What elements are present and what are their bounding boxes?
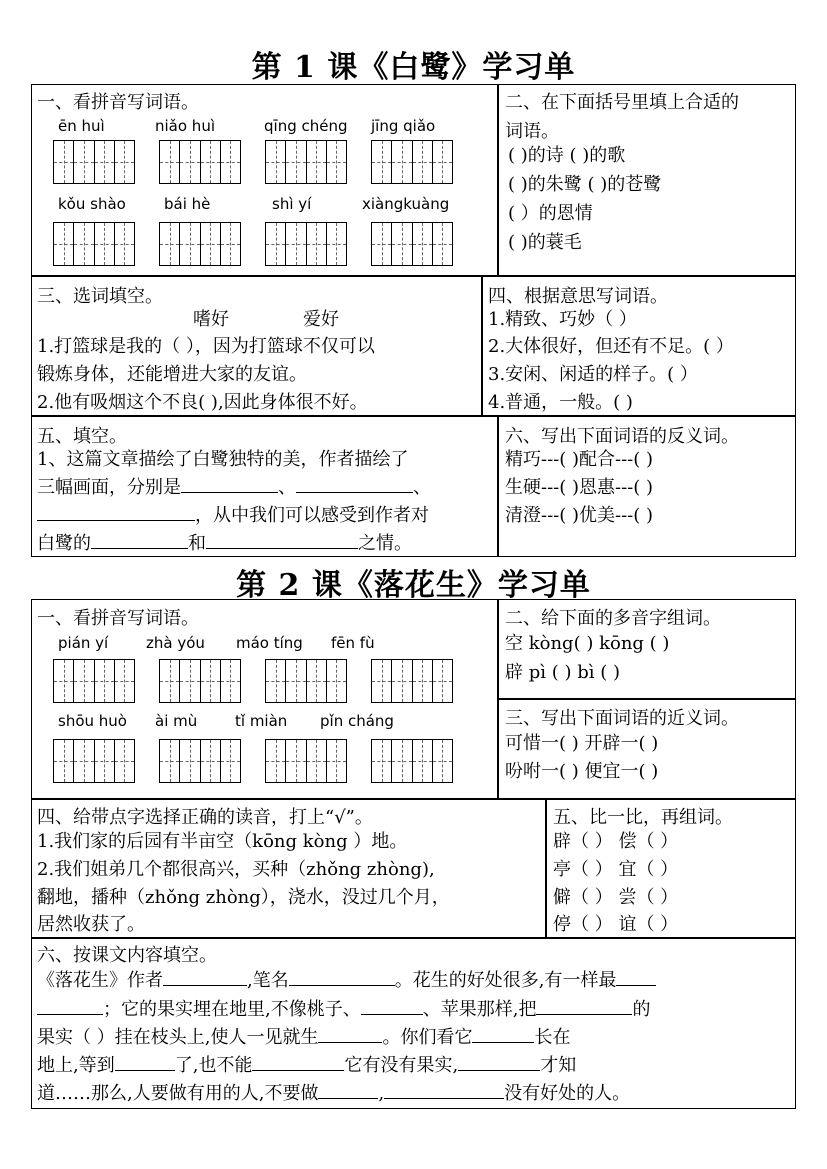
pinyin-label: fēn fù [331, 634, 375, 652]
l1-s5-header: 五、填空。 [37, 426, 127, 447]
tianzige-grid[interactable] [159, 739, 241, 783]
fill-line[interactable]: 1.精致、巧妙（ ） [488, 309, 637, 330]
fill-line: 1、这篇文章描绘了白鹭独特的美，作者描绘了 [37, 449, 409, 470]
fill-line[interactable]: 2.大体很好，但还有不足。( ） [488, 336, 734, 357]
l1-s1-header: 一、看拼音写词语。 [37, 92, 199, 113]
tianzige-grid[interactable] [159, 222, 241, 266]
fill-line: 锻炼身体，还能增进大家的友谊。 [37, 364, 307, 385]
fill-line[interactable]: 空 kòng( ) kōng ( ) [505, 633, 670, 654]
tianzige-grid[interactable] [265, 222, 347, 266]
l2-s3-header: 三、写出下面词语的近义词。 [505, 708, 739, 729]
fill-line[interactable]: ；它的果实埋在地里,不像桃子、 、苹果那样,把 的 [37, 996, 650, 1024]
pinyin-label: ài mù [155, 712, 198, 730]
fill-line[interactable]: 3.安闲、闲适的样子。( ） [488, 364, 698, 385]
fill-line[interactable]: 4.普通，一般。( ) [488, 392, 633, 413]
fill-line[interactable]: 1.我们家的后园有半亩空（kōng kòng ）地。 [37, 831, 408, 852]
l1-s2-header-cont: 词语。 [505, 121, 559, 142]
lesson1-title: 第 1 课《白鹭》学习单 [251, 50, 576, 85]
fill-line[interactable]: 吩咐一( ) 便宜一( ) [505, 761, 659, 782]
tianzige-grid[interactable] [53, 140, 135, 184]
fill-line[interactable]: 僻（ ） 尝（ ） [553, 887, 679, 908]
tianzige-grid[interactable] [265, 659, 347, 703]
fill-line[interactable]: 清澄---( )优美---( ) [505, 505, 654, 526]
l2-s1-header: 一、看拼音写词语。 [37, 608, 199, 629]
fill-line[interactable]: 道……那么,人要做有用的人,不要做 , 没有好处的人。 [37, 1080, 630, 1108]
lesson2-title: 第 2 课《落花生》学习单 [236, 568, 591, 603]
tianzige-grid[interactable] [53, 222, 135, 266]
fill-line[interactable]: ( ）的恩情 [508, 203, 593, 224]
l1-s2-header: 二、在下面括号里填上合适的 [505, 92, 739, 113]
pinyin-label: jīng qiǎo [371, 117, 436, 135]
fill-line[interactable]: 白鹭的 和 之情。 [37, 530, 412, 558]
pinyin-label: shōu huò [58, 712, 127, 730]
pinyin-label: bái hè [164, 195, 211, 213]
pinyin-label: niǎo huì [155, 117, 215, 135]
l2-s4-header: 四、给带点字选择正确的读音，打上“√”。 [37, 807, 373, 828]
l1-s4-header: 四、根据意思写词语。 [488, 286, 668, 307]
fill-line[interactable]: ，从中我们可以感受到作者对 [37, 502, 429, 530]
tianzige-grid[interactable] [53, 739, 135, 783]
word-choice: 嗜好 [193, 309, 229, 330]
pinyin-label: tǐ miàn [235, 712, 288, 730]
fill-line[interactable]: 翻地，播种（zhǒng zhòng），浇水，没过几个月， [37, 887, 450, 908]
fill-line[interactable]: 可惜一( ) 开辟一( ) [505, 733, 659, 754]
tianzige-grid[interactable] [265, 140, 347, 184]
pinyin-label: zhà yóu [146, 634, 205, 652]
fill-line: 居然收获了。 [37, 914, 145, 935]
pinyin-label: pián yí [58, 634, 109, 652]
fill-line[interactable]: 亭（ ） 宜（ ） [553, 859, 679, 880]
fill-line[interactable]: ( )的诗 ( )的歌 [508, 145, 626, 166]
pinyin-label: shì yí [272, 195, 312, 213]
fill-line[interactable]: 辟 pì ( ) bì ( ) [505, 662, 620, 683]
fill-line[interactable]: 三幅画面，分别是 、 、 [37, 474, 431, 502]
pinyin-label: xiàngkuàng [362, 195, 450, 213]
l2-s6-header: 六、按课文内容填空。 [37, 945, 217, 966]
fill-line[interactable]: 1.打篮球是我的（ ），因为打篮球不仅可以 [37, 336, 375, 357]
pinyin-label: kǒu shào [58, 195, 126, 213]
fill-line[interactable]: 辟（ ） 偿（ ） [553, 831, 679, 852]
fill-line[interactable]: ( )的蓑毛 [508, 232, 582, 253]
tianzige-grid[interactable] [371, 222, 453, 266]
pinyin-label: pǐn cháng [320, 712, 394, 730]
pinyin-label: qīng chéng [264, 117, 348, 135]
l1-s6-header: 六、写出下面词语的反义词。 [505, 426, 739, 447]
pinyin-label: máo tíng [236, 634, 303, 652]
l2-s2-header: 二、给下面的多音字组词。 [505, 608, 721, 629]
fill-line[interactable]: 果实（ ）挂在枝头上,使人一见就生 。你们看它 长在 [37, 1024, 570, 1052]
word-choice: 爱好 [303, 309, 339, 330]
pinyin-label: ēn huì [58, 117, 105, 135]
tianzige-grid[interactable] [159, 140, 241, 184]
l2-s5-header: 五、比一比，再组词。 [553, 807, 733, 828]
tianzige-grid[interactable] [159, 659, 241, 703]
fill-line[interactable]: 停（ ） 谊（ ） [553, 914, 679, 935]
l1-s3-header: 三、选词填空。 [37, 286, 163, 307]
fill-line[interactable]: 2.他有吸烟这个不良( ),因此身体很不好。 [37, 392, 368, 413]
fill-line[interactable]: 《落花生》作者 ,笔名 。花生的好处很多,有一样最 [37, 967, 656, 995]
tianzige-grid[interactable] [371, 140, 453, 184]
fill-line[interactable]: 地上,等到 了,也不能 它有没有果实, 才知 [37, 1052, 576, 1080]
fill-line[interactable]: 2.我们姐弟几个都很高兴，买种（zhǒng zhòng), [37, 859, 435, 880]
fill-line[interactable]: ( )的朱鹭 ( )的苍鹭 [508, 174, 662, 195]
tianzige-grid[interactable] [371, 659, 453, 703]
fill-line[interactable]: 精巧---( )配合---( ) [505, 449, 654, 470]
tianzige-grid[interactable] [371, 739, 453, 783]
fill-line[interactable]: 生硬---( )恩惠---( ) [505, 477, 654, 498]
tianzige-grid[interactable] [265, 739, 347, 783]
tianzige-grid[interactable] [53, 659, 135, 703]
